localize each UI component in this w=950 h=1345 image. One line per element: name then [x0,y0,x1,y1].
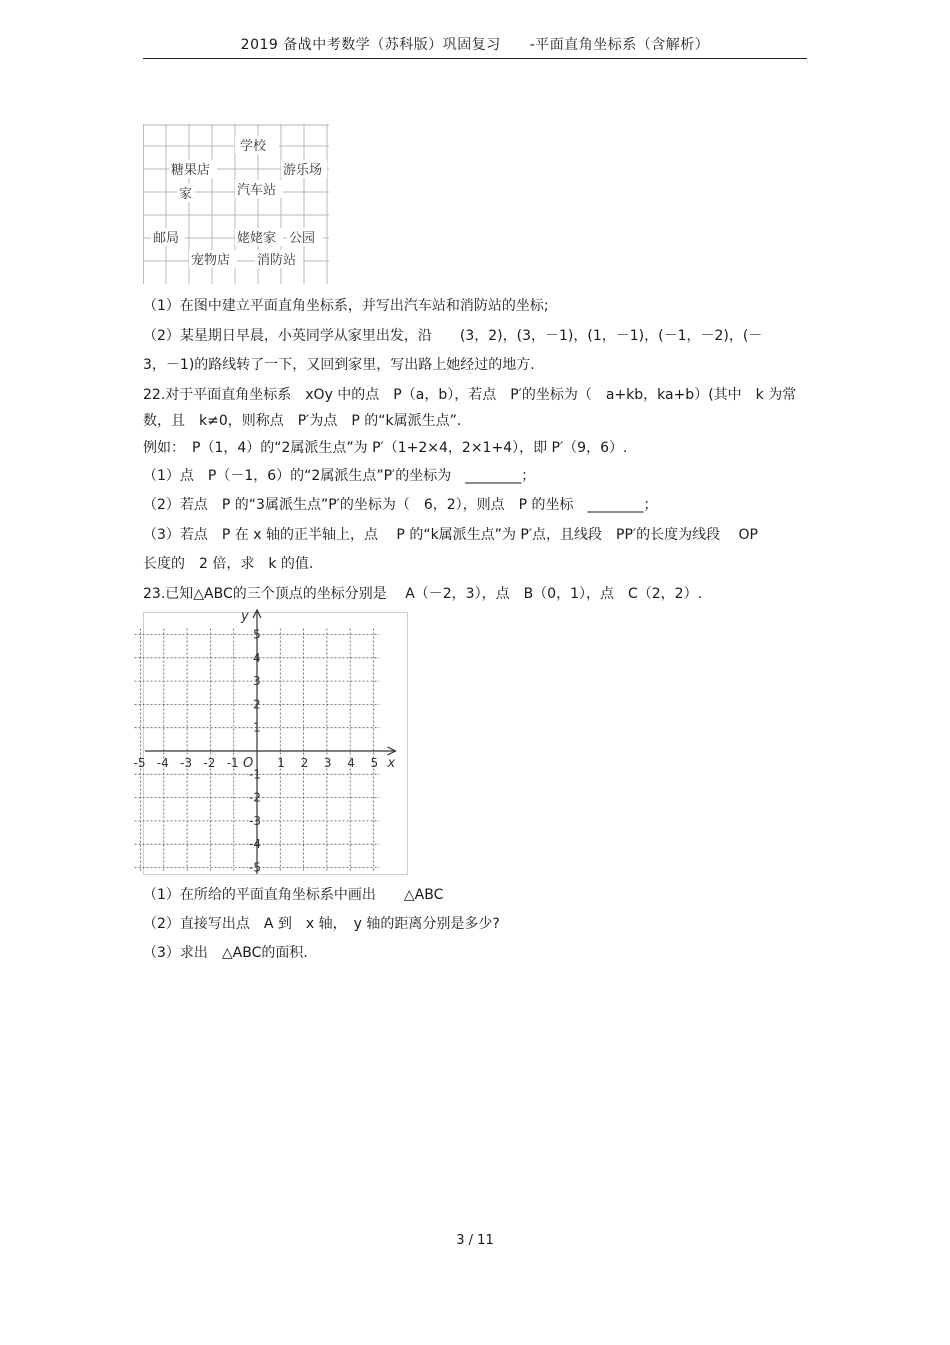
q21-part1: （1）在图中建立平面直角坐标系，并写出汽车站和消防站的坐标; [143,298,549,314]
page-number: 3 / 11 [456,1233,494,1248]
q22-stem-line2: 数，且 k≠0，则称点 P′为点 P 的“k属派生点”． [143,413,471,429]
map-label-amusement-park: 游乐场 [283,163,323,178]
y-tick-label: -2 [249,790,261,805]
map-label-grandma-home: 姥姥家 [237,231,277,246]
q22-example: 例如： P（1，4）的“2属派生点”为 P′（1+2×4，2×1+4），即 P′（9，6）. [143,440,628,456]
map-label-bus-station: 汽车站 [237,183,277,198]
x-tick-label: 5 [370,756,379,770]
x-tick-label: -5 [133,756,146,770]
y-tick-label: 5 [253,627,261,642]
map-label-fire-station: 消防站 [257,253,297,268]
y-tick-label: -1 [249,767,261,782]
y-axis-label: y [241,609,249,624]
map-label-park: 公园 [289,231,316,246]
x-axis-label: x [387,756,396,771]
q23-part3: （3）求出 △ABC的面积. [143,945,308,961]
x-tick-label: 4 [347,756,355,770]
y-tick-label: 2 [253,697,261,712]
coordinate-grid [133,608,409,876]
q23-part2: （2）直接写出点 A 到 x 轴， y 轴的距离分别是多少? [143,916,500,932]
y-tick-label: 3 [253,674,261,689]
x-tick-label: 2 [300,756,309,770]
map-label-candy-shop: 糖果店 [171,163,211,178]
x-tick-label: -4 [156,756,169,770]
q21-part2-line2: 3，－1)的路线转了一下，又回到家里，写出路上她经过的地方. [143,357,535,373]
map-label-home: 家 [179,187,193,202]
q23-stem: 23.已知△ABC的三个顶点的坐标分别是 A（－2，3），点 B（0，1），点 C（2，2）. [143,586,703,602]
header-divider [143,58,807,59]
y-tick-label: -3 [249,813,261,828]
y-tick-label: 4 [253,650,261,665]
q22-part3-line1: （3）若点 P 在 x 轴的正半轴上，点 P 的“k属派生点”为 P′点，且线段 PP′的长度为线段 OP [143,527,758,543]
origin-label: O [243,756,254,771]
q22-stem-line1: 22.对于平面直角坐标系 xOy 中的点 P（a，b），若点 P′的坐标为（ a+kb，ka+b）(其中 k 为常 [143,387,797,403]
grid-frame [144,613,408,875]
map-label-school: 学校 [240,139,267,154]
y-tick-label: -4 [249,837,261,852]
x-tick-label: -2 [203,756,216,770]
q22-part1: （1）点 P（－1，6）的“2属派生点”P′的坐标为 ________； [143,468,536,484]
map-label-pet-shop: 宠物店 [191,253,231,268]
page-header: 2019 备战中考数学（苏科版）巩固复习 -平面直角坐标系（含解析） [240,37,710,53]
map-figure [143,124,329,284]
q21-part2-line1: （2）某星期日早晨，小英同学从家里出发，沿 (3，2)，(3，－1)，(1，－1)，(－1，－2)，(－ [143,328,763,344]
x-tick-label: 3 [323,756,332,770]
map-label-post-office: 邮局 [153,231,180,246]
x-tick-label: -3 [180,756,193,770]
y-tick-label: -5 [249,860,261,875]
q22-part2: （2）若点 P 的“3属派生点”P′的坐标为（ 6，2），则点 P 的坐标 ________； [143,497,658,513]
x-tick-label: 1 [277,756,285,770]
q22-part3-line2: 长度的 2 倍，求 k 的值. [143,556,314,572]
x-tick-label: -1 [226,756,239,770]
q23-part1: （1）在所给的平面直角坐标系中画出 △ABC [143,887,444,903]
y-tick-label: 1 [253,720,261,735]
